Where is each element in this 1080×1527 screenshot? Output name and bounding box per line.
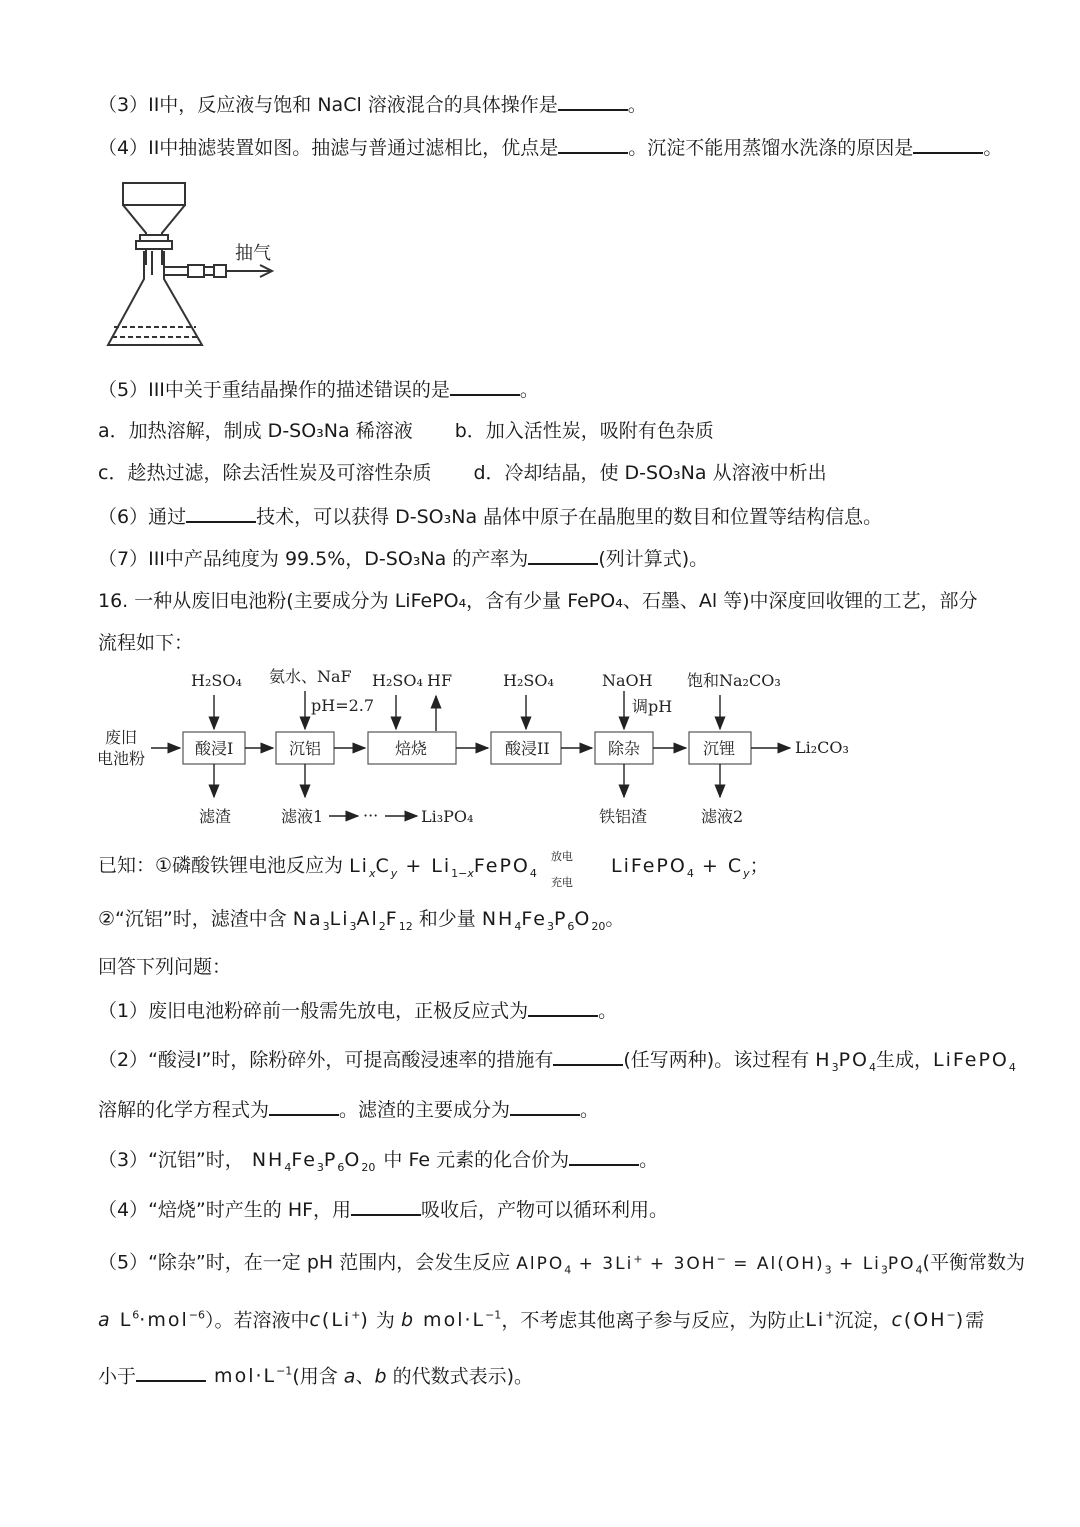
output-li3po4-label: Li₃PO₄ xyxy=(421,807,474,826)
ellipsis-label: ··· xyxy=(363,806,379,825)
problem-16-stem: 16. 一种从废旧电池粉(主要成分为 LiFePO₄，含有少量 FePO₄、石墨、Al 等)中深度回收锂的工艺，部分 xyxy=(98,590,978,612)
question-4: （4）II中抽滤装置如图。抽滤与普通过滤相比，优点是 。沉淀不能用蒸馏水洗涤的原因是 。 xyxy=(98,134,1002,161)
sub-question-3: （3）“沉铝”时， $NH_4Fe_3P_6O_{20}$ 中 Fe 元素的化合价为 。 xyxy=(98,1146,658,1181)
sub-question-5-cont: a $L^6\cdot mol^{-6}$）。若溶液中c(Li+) 为 b $mol\cdot L^{-1}$，不考虑其他离子参与反应，为防止Li+沉淀，c(OH−)需 xyxy=(98,1309,985,1332)
output-filtrate-2-label: 滤液2 xyxy=(701,807,744,826)
answer-blank xyxy=(528,545,598,565)
output-fe-al-residue-label: 铁铝渣 xyxy=(599,807,648,826)
answer-blank xyxy=(351,1196,421,1216)
input-5-label: NaOH xyxy=(602,671,653,690)
question-6: （6）通过 技术，可以获得 D-SO₃Na 晶体中原子在晶胞里的数目和位置等结构信息。 xyxy=(98,503,882,530)
answer-blank xyxy=(528,997,598,1017)
option-d: d．冷却结晶，使 D-SO₃Na 从溶液中析出 xyxy=(473,462,827,484)
answer-blank xyxy=(553,1046,623,1066)
answer-blank xyxy=(269,1096,339,1116)
answer-blank xyxy=(450,376,520,396)
problem-16-stem-2: 流程如下： xyxy=(98,632,194,654)
raw-material-label-1: 废旧 xyxy=(105,728,138,747)
option-a: a．加热溶解，制成 D-SO₃Na 稀溶液 xyxy=(98,420,413,442)
product-label: Li₂CO₃ xyxy=(795,738,849,757)
box-precipitate-al-label: 沉铝 xyxy=(289,739,322,758)
output-hf-label: HF xyxy=(427,671,453,690)
sub-question-2-cont: 溶解的化学方程式为 。滤渣的主要成分为 。 xyxy=(98,1096,599,1123)
box-acid-leach-1-label: 酸浸I xyxy=(195,739,234,758)
answer-intro: 回答下列问题： xyxy=(98,956,232,978)
answer-blank xyxy=(558,91,628,111)
sub-question-2: （2）“酸浸I”时，除粉碎外，可提高酸浸速率的措施有 (任写两种)。该过程有 $H_3PO_4$生成，LiFePO$_4$ xyxy=(98,1046,1016,1081)
input-6-label: 饱和Na₂CO₃ xyxy=(687,671,781,690)
output-residue-label: 滤渣 xyxy=(199,807,232,826)
process-flowchart xyxy=(95,665,875,835)
known-2: ②“沉铝”时，滤渣中含 $Na_3Li_3Al_2F_{12}$ 和少量 $NH_4Fe_3P_6O_{20}$。 xyxy=(98,908,625,933)
input-4-label: H₂SO₄ xyxy=(503,671,554,690)
known-1: 已知：①磷酸铁锂电池反应为 $Li_xC_y$ + $Li_{1-x}FePO_4$ 放电 充电 LiFePO$_4$ + $C_y$； xyxy=(98,846,771,886)
answer-blank xyxy=(186,503,256,523)
box-acid-leach-2-label: 酸浸II xyxy=(505,739,550,758)
box-remove-impurity-label: 除杂 xyxy=(608,739,641,758)
question-5: （5）III中关于重结晶操作的描述错误的是 。 xyxy=(98,376,539,403)
question-3: （3）II中，反应液与饱和 NaCl 溶液混合的具体操作是 。 xyxy=(98,91,647,118)
answer-blank xyxy=(510,1096,580,1116)
box-roast-label: 焙烧 xyxy=(395,739,428,758)
sub-question-1: （1）废旧电池粉碎前一般需先放电，正极反应式为 。 xyxy=(98,997,617,1024)
answer-blank xyxy=(569,1146,639,1166)
question-5-options-ab xyxy=(98,418,714,444)
answer-blank xyxy=(558,134,628,154)
box-precipitate-li-label: 沉锂 xyxy=(703,739,736,758)
sub-question-4: （4）“焙烧”时产生的 HF，用 吸收后，产物可以循环利用。 xyxy=(98,1196,668,1223)
suction-label: 抽气 xyxy=(235,243,271,264)
input-3-label: H₂SO₄ xyxy=(372,671,423,690)
question-5-options-cd xyxy=(98,460,827,486)
sub-question-5: （5）“除杂”时，在一定 pH 范围内，会发生反应 AlPO$_4$ + $3Li^+ + 3OH^- = Al(OH)_3 + Li_3PO_4$(平衡常数为 xyxy=(98,1251,1025,1277)
answer-blank xyxy=(913,134,983,154)
suction-filter-figure xyxy=(100,175,290,360)
input-2-ph-label: pH=2.7 xyxy=(311,696,375,715)
option-c: c．趁热过滤，除去活性炭及可溶性杂质 xyxy=(98,462,432,484)
question-7: （7）III中产品纯度为 99.5%，D-SO₃Na 的产率为 (列计算式)。 xyxy=(98,545,708,572)
sub-question-5-end: 小于 $mol\cdot L^{-1}$(用含 a、b 的代数式表示)。 xyxy=(98,1359,533,1389)
input-1-label: H₂SO₄ xyxy=(191,671,242,690)
raw-material-label-2: 电池粉 xyxy=(97,749,146,768)
input-2-label: 氨水、NaF xyxy=(269,667,352,686)
output-filtrate-1-label: 滤液1 xyxy=(281,807,324,826)
input-5-ph-label: 调pH xyxy=(632,697,673,716)
answer-blank xyxy=(136,1362,206,1382)
option-b: b．加入活性炭，吸附有色杂质 xyxy=(454,420,714,442)
reversible-arrow: 放电 充电 xyxy=(550,850,573,889)
